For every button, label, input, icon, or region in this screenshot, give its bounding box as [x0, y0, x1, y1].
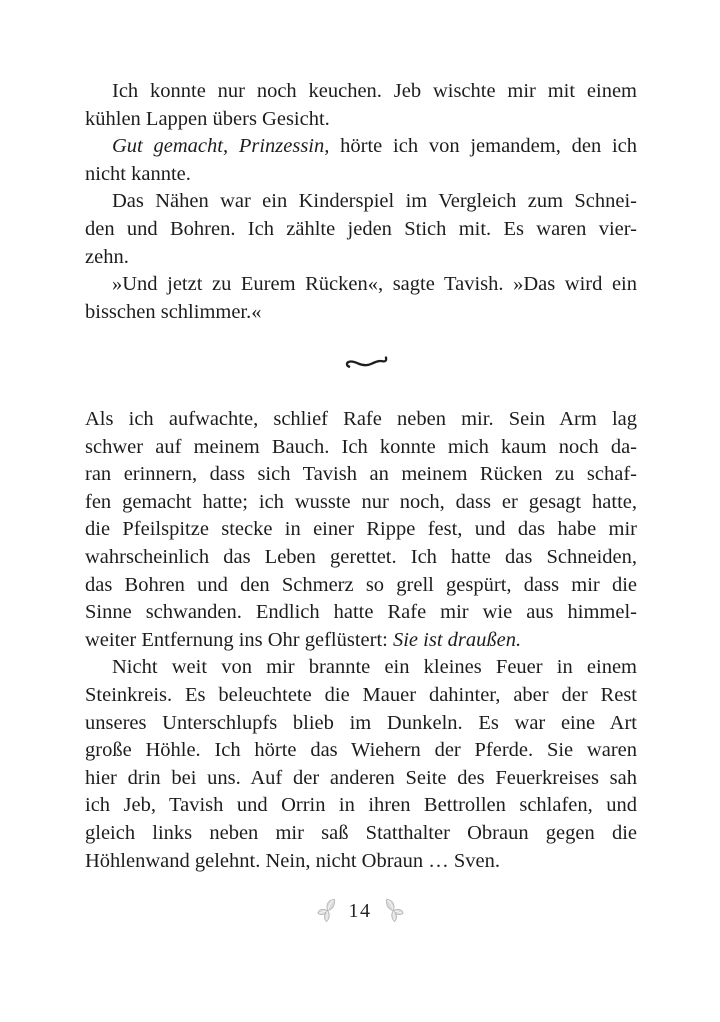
- paragraph: [85, 78, 637, 133]
- text-line: [85, 106, 637, 134]
- text-segment: hörte ich von jemandem, den ich: [329, 135, 637, 158]
- paragraph: [85, 133, 637, 188]
- text-line: [85, 244, 637, 272]
- page-number: 14: [348, 900, 372, 922]
- page-text-block-top: [85, 78, 637, 326]
- text-segment: zehn.: [85, 245, 129, 268]
- text-segment: Nicht weit von mir brannte ein kleines Feuer in einem: [112, 656, 637, 679]
- text-line: [85, 848, 637, 876]
- paragraph: [85, 406, 637, 654]
- text-segment: Höhlenwand gelehnt. Nein, nicht Obraun … Sven.: [85, 849, 501, 872]
- text-line: [85, 544, 637, 572]
- text-line: [85, 627, 637, 655]
- text-line: [85, 737, 637, 765]
- text-segment: kühlen Lappen übers Gesicht.: [85, 107, 330, 130]
- text-line: [85, 161, 637, 189]
- text-segment: die Pfeilspitze stecke in einer Rippe fest, und das habe mir: [85, 518, 637, 541]
- paragraph: [85, 271, 637, 326]
- italic-text-segment: Sie ist draußen.: [392, 628, 522, 651]
- text-segment: Sinne schwanden. Endlich hatte Rafe mir wie aus himmel-: [85, 601, 637, 624]
- text-line: [85, 572, 637, 600]
- text-line: [85, 133, 637, 161]
- text-segment: unseres Unterschlupfs blieb im Dunkeln. Es war eine Art: [85, 711, 637, 734]
- italic-text-segment: Gut gemacht, Prinzessin,: [112, 135, 330, 158]
- text-segment: gleich links neben mir saß Statthalter Obraun gegen die: [85, 821, 637, 844]
- text-line: [85, 216, 637, 244]
- text-line: [85, 765, 637, 793]
- text-segment: große Höhle. Ich hörte das Wiehern der Pferde. Sie waren: [85, 739, 637, 762]
- text-line: [85, 682, 637, 710]
- text-line: [85, 434, 637, 462]
- paragraph: [85, 654, 637, 875]
- text-line: [85, 78, 637, 106]
- page-text-block-bottom: [85, 406, 637, 875]
- text-segment: Als ich aufwachte, schlief Rafe neben mir. Sein Arm lag: [85, 408, 637, 430]
- text-segment: den und Bohren. Ich zählte jeden Stich mit. Es waren vier-: [85, 217, 637, 240]
- text-line: [85, 599, 637, 627]
- leaf-ornament-right-icon: [381, 898, 404, 925]
- text-segment: schwer auf meinem Bauch. Ich konnte mich kaum noch da-: [85, 435, 637, 458]
- section-break: [0, 351, 720, 371]
- text-segment: Ich konnte nur noch keuchen. Jeb wischte mir mit einem: [112, 80, 637, 102]
- text-segment: nicht kannte.: [85, 162, 191, 185]
- text-segment: weiter Entfernung ins Ohr geflüstert:: [85, 628, 393, 651]
- text-line: [85, 271, 637, 299]
- page-footer: [0, 898, 720, 925]
- text-line: [85, 299, 637, 327]
- text-segment: hier drin bei uns. Auf der anderen Seite des Feuerkreises sah: [85, 766, 637, 789]
- paragraph: [85, 188, 637, 271]
- text-line: [85, 188, 637, 216]
- text-line: [85, 489, 637, 517]
- text-segment: wahrscheinlich das Leben gerettet. Ich hatte das Schneiden,: [85, 545, 637, 568]
- text-line: [85, 516, 637, 544]
- text-line: [85, 406, 637, 434]
- text-line: [85, 461, 637, 489]
- text-line: [85, 820, 637, 848]
- text-segment: fen gemacht hatte; ich wusste nur noch, dass er gesagt hatte,: [85, 490, 637, 513]
- text-segment: Steinkreis. Es beleuchtete die Mauer dahinter, aber der Rest: [85, 683, 637, 706]
- text-line: [85, 792, 637, 820]
- text-segment: ich Jeb, Tavish und Orrin in ihren Bettrollen schlafen, und: [85, 794, 637, 817]
- text-segment: ran erinnern, dass sich Tavish an meinem Rücken zu schaf-: [85, 463, 637, 486]
- section-divider-swash-icon: [344, 351, 390, 371]
- text-segment: bisschen schlimmer.«: [85, 300, 262, 323]
- text-segment: »Und jetzt zu Eurem Rücken«, sagte Tavish. »Das wird ein: [112, 273, 637, 296]
- leaf-ornament-left-icon: [317, 898, 340, 925]
- text-segment: Das Nähen war ein Kinderspiel im Vergleich zum Schnei-: [112, 190, 637, 213]
- text-line: [85, 710, 637, 738]
- text-segment: das Bohren und den Schmerz so grell gespürt, dass mir die: [85, 573, 637, 596]
- text-line: [85, 654, 637, 682]
